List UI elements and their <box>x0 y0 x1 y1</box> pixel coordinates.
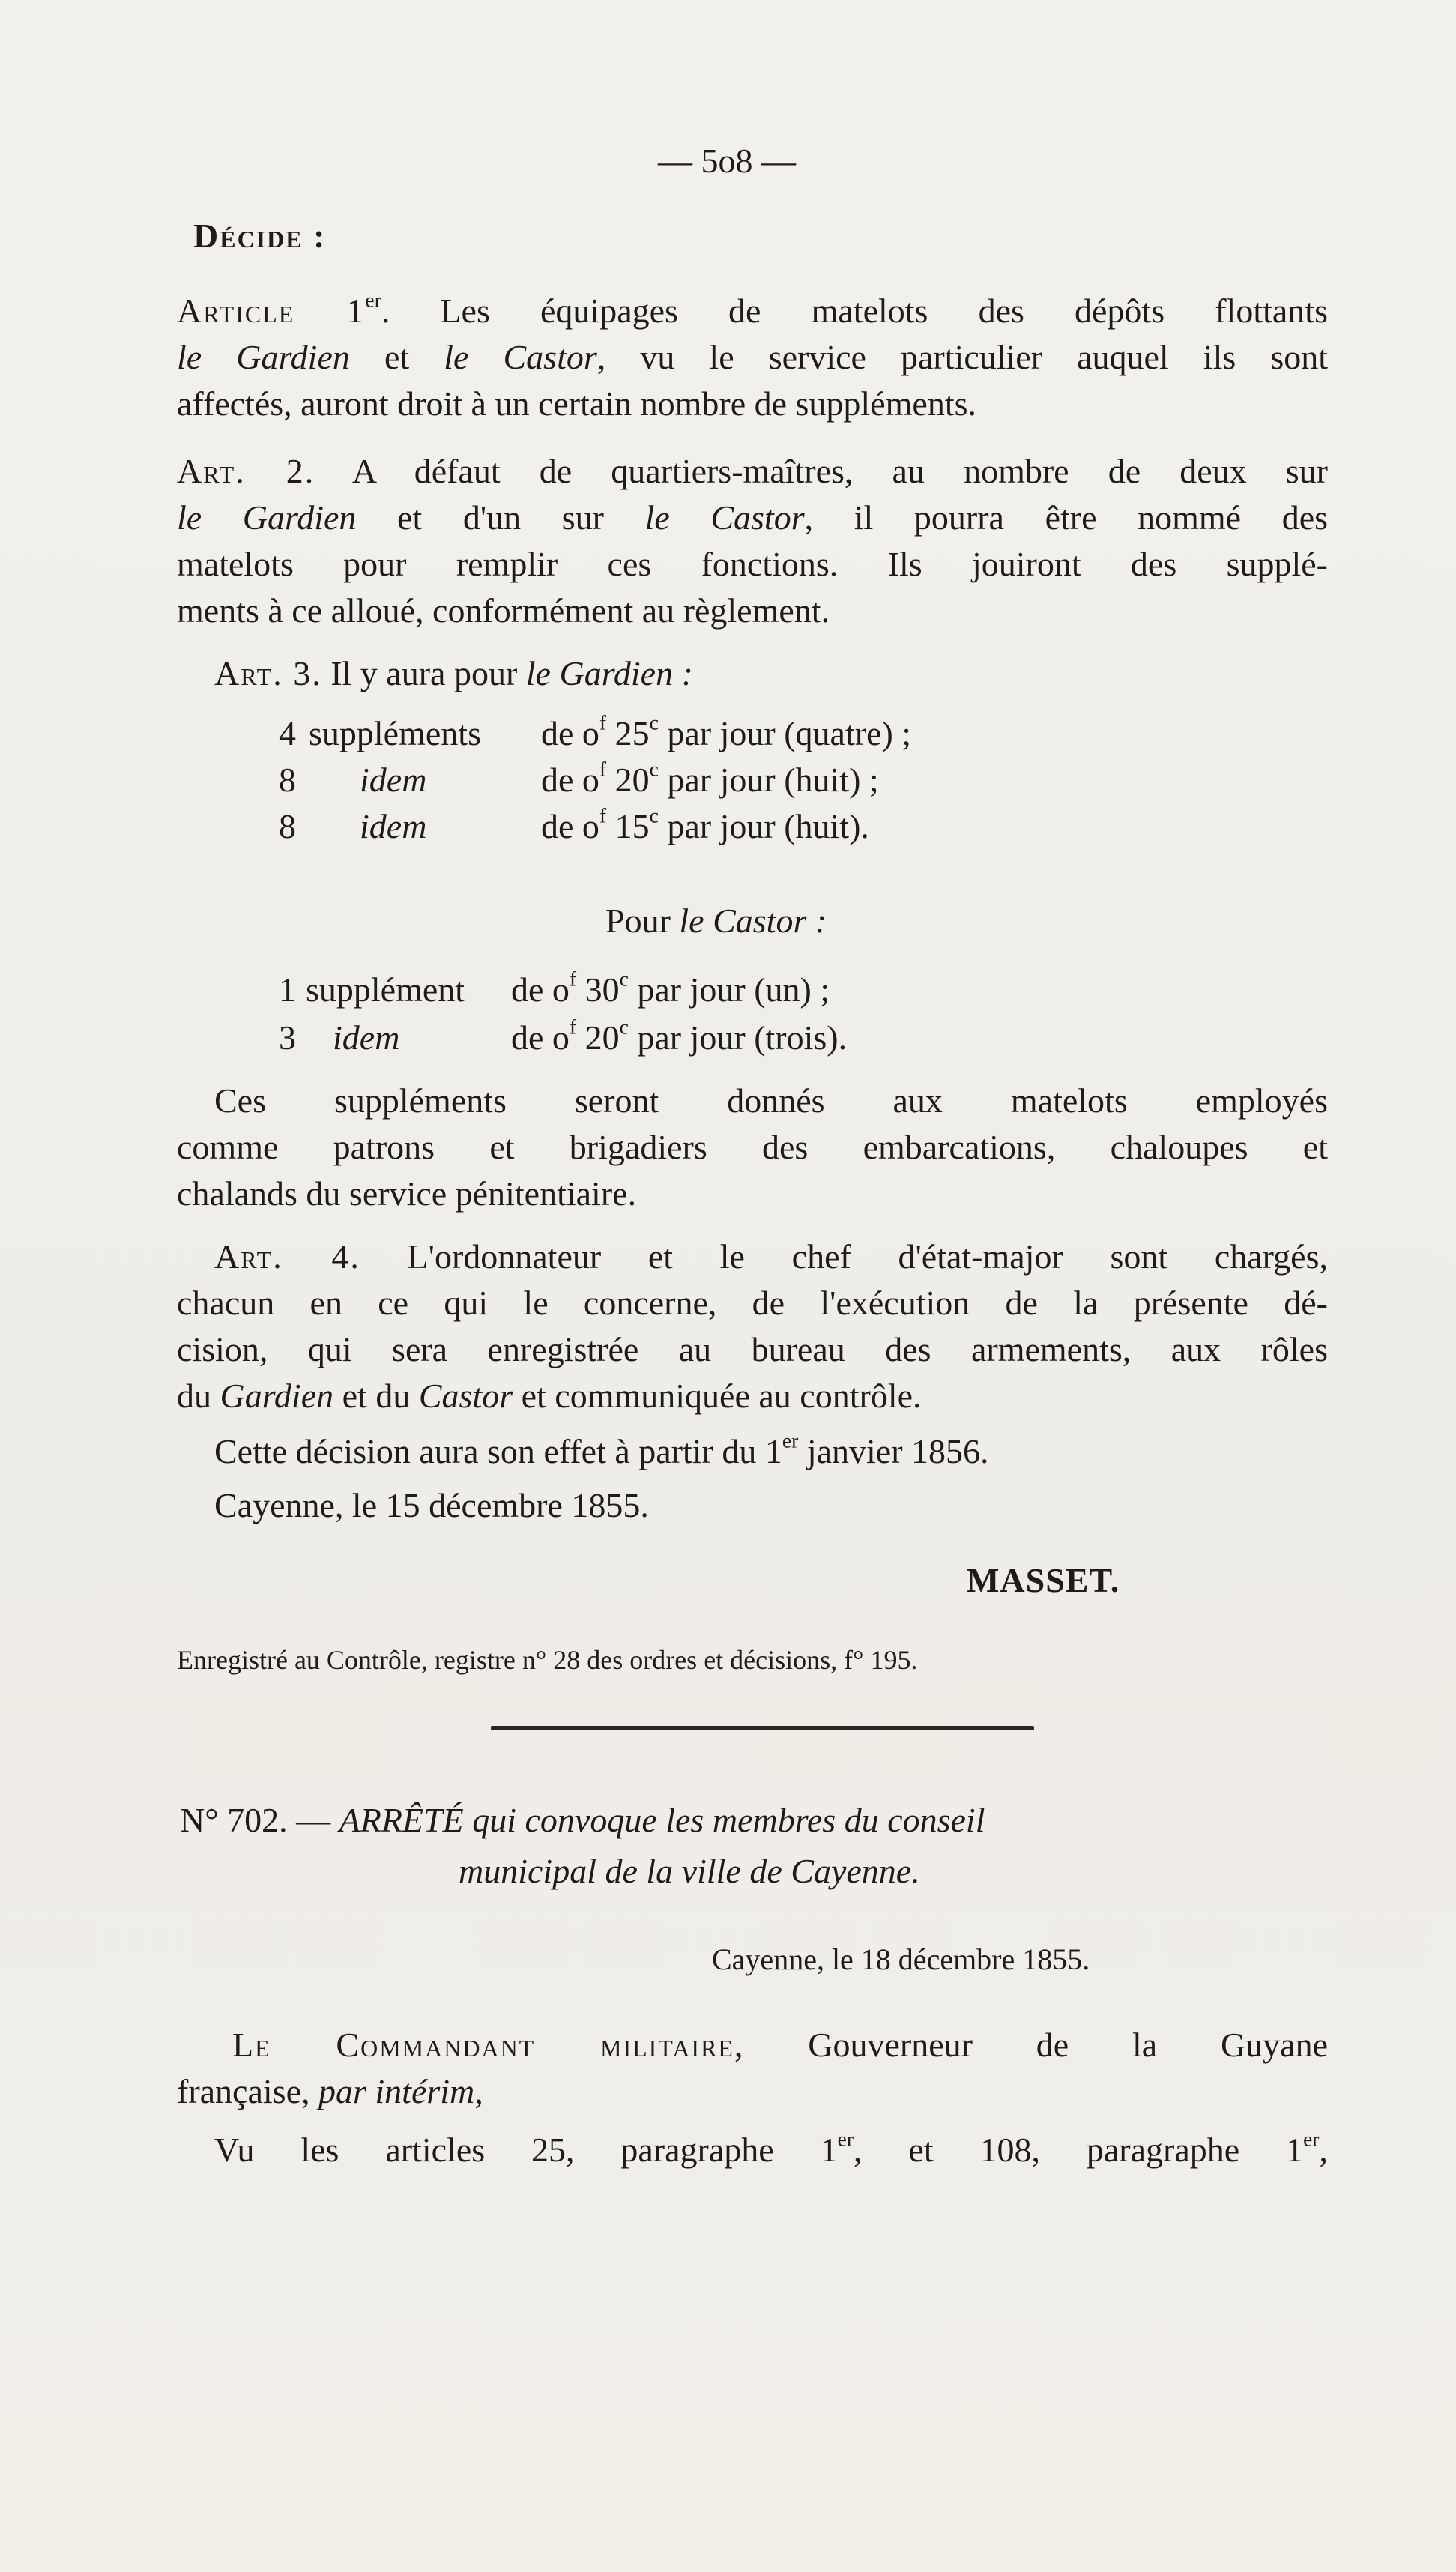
arrete-title-line-1: N° 702. — ARRÊTÉ qui convoque les membres du conseil <box>180 1801 985 1839</box>
article-1-line-3: affectés, auront droit à un certain nombre de suppléments. <box>177 384 977 423</box>
article-2-line-1: Art. 2. A défaut de quartiers-maîtres, au nombre de deux sur <box>177 452 1328 490</box>
castor-row: 1 supplément de $o^f$ 30$^c$ par jour (un) ; <box>279 967 830 1009</box>
article-4-line-4: du Gardien et du Castor et communiquée au contrôle. <box>177 1377 922 1415</box>
signature: MASSET. <box>967 1561 1120 1599</box>
gardien-row: 4 suppléments de $o^f$ 25$^c$ par jour (quatre) ; <box>279 710 912 752</box>
ces-supplements-line-2: comme patrons et brigadiers des embarcations, chaloupes et <box>177 1128 1328 1166</box>
article-3-line-1: Art. 3. Il y aura pour le Gardien : <box>214 654 693 692</box>
gardien-row: 8 idem de $o^f$ 20$^c$ par jour (huit) ; <box>279 757 879 799</box>
castor-row: 3 idem de $o^f$ 20$^c$ par jour (trois). <box>279 1015 848 1057</box>
decision-date-line: Cayenne, le 15 décembre 1855. <box>214 1486 649 1524</box>
pour-castor-heading: Pour le Castor : <box>605 902 827 940</box>
registration-note: Enregistré au Contrôle, registre n° 28 des ordres et décisions, f° 195. <box>177 1645 918 1675</box>
commandant-line-2: française, par intérim, <box>177 2072 483 2110</box>
ces-supplements-line-1: Ces suppléments seront donnés aux matelots employés <box>214 1081 1328 1120</box>
article-2-label: Art. 2. <box>177 452 315 490</box>
page-number: — 5o8 — <box>658 142 796 180</box>
article-4-label: Art. 4. <box>214 1237 360 1276</box>
effective-date-line: Cette décision aura son effet à partir du 1er janvier 1856. <box>214 1428 989 1470</box>
article-2-line-2: le Gardien et d'un sur le Castor, il pourra être nommé des <box>177 498 1329 537</box>
ces-supplements-line-3: chalands du service pénitentiaire. <box>177 1174 637 1213</box>
article-4-line-1: Art. 4. L'ordonnateur et le chef d'état-major sont chargés, <box>214 1237 1328 1276</box>
article-4-line-2: chacun en ce qui le concerne, de l'exécution de la présente dé- <box>177 1284 1328 1322</box>
arrete-number: N° 702. <box>180 1801 288 1839</box>
arrete-title-line-2: municipal de la ville de Cayenne. <box>459 1852 920 1890</box>
article-1-line-1: Article 1er. Les équipages de matelots des dépôts flottants <box>177 288 1328 330</box>
article-3-label: Art. 3. <box>214 654 322 692</box>
commandant-line-1: Le Commandant militaire, Gouverneur de la Guyane <box>232 2026 1329 2064</box>
article-2-line-4: ments à ce alloué, conformément au règlement. <box>177 591 830 630</box>
arrete-date-line: Cayenne, le 18 décembre 1855. <box>712 1942 1090 1976</box>
arrete-title: ARRÊTÉ qui convoque les membres du conseil <box>339 1801 985 1839</box>
decide-heading: Décide : <box>193 217 327 255</box>
vu-line: Vu les articles 25, paragraphe 1er, et 108, paragraphe 1er, <box>214 2127 1328 2169</box>
gardien-row: 8 idem de $o^f$ 15$^c$ par jour (huit). <box>279 803 869 845</box>
section-divider <box>491 1726 1034 1730</box>
article-1-label: Article 1 <box>177 292 366 330</box>
article-4-line-3: cision, qui sera enregistrée au bureau des armements, aux rôles <box>177 1330 1328 1368</box>
commandant-title: Le Commandant militaire, <box>232 2026 745 2064</box>
article-2-line-3: matelots pour remplir ces fonctions. Ils jouiront des supplé- <box>177 545 1328 583</box>
article-1-line-2: le Gardien et le Castor, vu le service particulier auquel ils sont <box>177 338 1329 376</box>
